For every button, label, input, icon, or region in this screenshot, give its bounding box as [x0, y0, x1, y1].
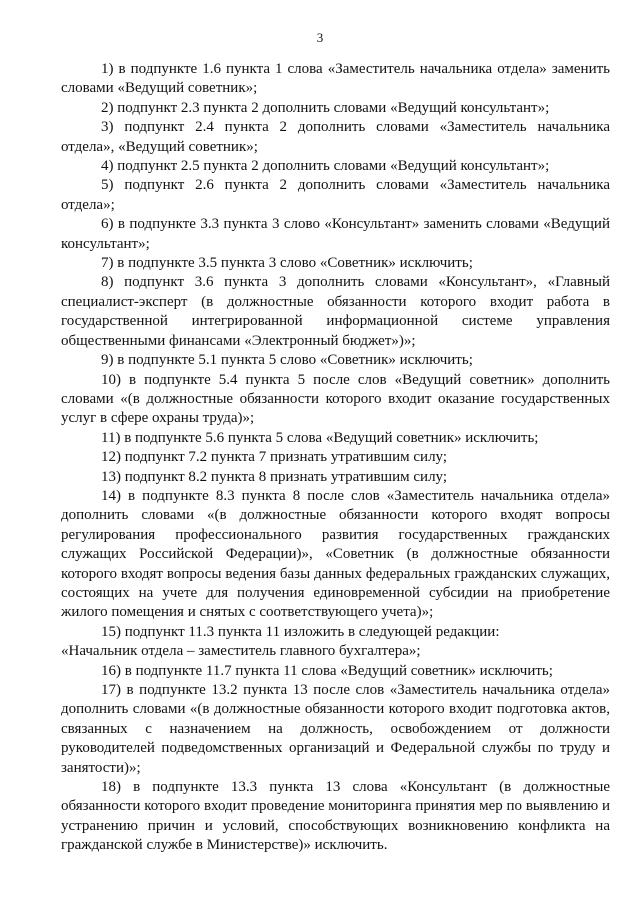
amendment-item-18: 18) в подпункте 13.3 пункта 13 слова «Консультант (в должностные обязанности которого входит проведение мониторинга принятия мер по выявлению и устранению причин и условий, способствующих возникновению конфликта на гражданской службе в Министерстве)» исключить.: [61, 779, 610, 854]
amendment-item-1: 1) в подпункте 1.6 пункта 1 слова «Заместитель начальника отдела» заменить словами «Ведущий советник»;: [61, 61, 610, 97]
amendment-item-15: 15) подпункт 11.3 пункта 11 изложить в следующей редакции:: [101, 623, 500, 640]
document-body: [61, 60, 610, 856]
page-number: 3: [316, 30, 324, 45]
amendment-item-17: 17) в подпункте 13.2 пункта 13 после слов «Заместитель начальника отдела» дополнить словами «(в должностные обязанности которого входит подготовка актов, связанных с назначением на должность, освобождением от должности руководителей подведомственных организаций и Федеральной службы по труду и занятости)»;: [61, 682, 610, 776]
amendment-item-5: 5) подпункт 2.6 пункта 2 дополнить словами «Заместитель начальника отдела»;: [61, 177, 610, 213]
amendment-item-11: 11) в подпункте 5.6 пункта 5 слова «Ведущий советник» исключить;: [101, 429, 539, 446]
amendment-item-9: 9) в подпункте 5.1 пункта 5 слово «Советник» исключить;: [101, 352, 473, 369]
amendment-item-13: 13) подпункт 8.2 пункта 8 признать утратившим силу;: [101, 468, 448, 485]
amendment-item-3: 3) подпункт 2.4 пункта 2 дополнить словами «Заместитель начальника отдела», «Ведущий советник»;: [61, 119, 610, 155]
amendment-item-6: 6) в подпункте 3.3 пункта 3 слово «Консультант» заменить словами «Ведущий консультант»;: [61, 216, 610, 252]
amendment-item-14: 14) в подпункте 8.3 пункта 8 после слов «Заместитель начальника отдела» дополнить словами «(в должностные обязанности которого входят вопросы регулирования профессионального развития государственных гражданских служащих Российской Федерации)», «Советник (в должностные обязанности которого входят вопросы ведения базы данных федеральных гражданских служащих, состоящих на учете для получения единовременной субсидии на приобретение жилого помещения и снятых с соответствующего учета)»;: [61, 487, 610, 621]
amendment-item-16: 16) в подпункте 11.7 пункта 11 слова «Ведущий советник» исключить;: [101, 662, 553, 679]
amendment-item-2: 2) подпункт 2.3 пункта 2 дополнить словами «Ведущий консультант»;: [101, 99, 550, 116]
amendment-item-10: 10) в подпункте 5.4 пункта 5 после слов «Ведущий советник» дополнить словами «(в должностные обязанности которого входит оказание государственных услуг в сфере охраны труда)»;: [61, 371, 610, 427]
amendment-item-8: 8) подпункт 3.6 пункта 3 дополнить словами «Консультант», «Главный специалист-эксперт (в должностные обязанности которого входит работа в государственной интегрированной информационной системе управления общественными финансами «Электронный бюджет»)»;: [61, 274, 610, 349]
amendment-item-7: 7) в подпункте 3.5 пункта 3 слово «Советник» исключить;: [101, 255, 473, 272]
amendment-item-12: 12) подпункт 7.2 пункта 7 признать утратившим силу;: [101, 449, 448, 466]
amendment-item-4: 4) подпункт 2.5 пункта 2 дополнить словами «Ведущий консультант»;: [101, 158, 550, 175]
new-wording-quote: «Начальник отдела – заместитель главного бухгалтера»;: [61, 643, 421, 660]
